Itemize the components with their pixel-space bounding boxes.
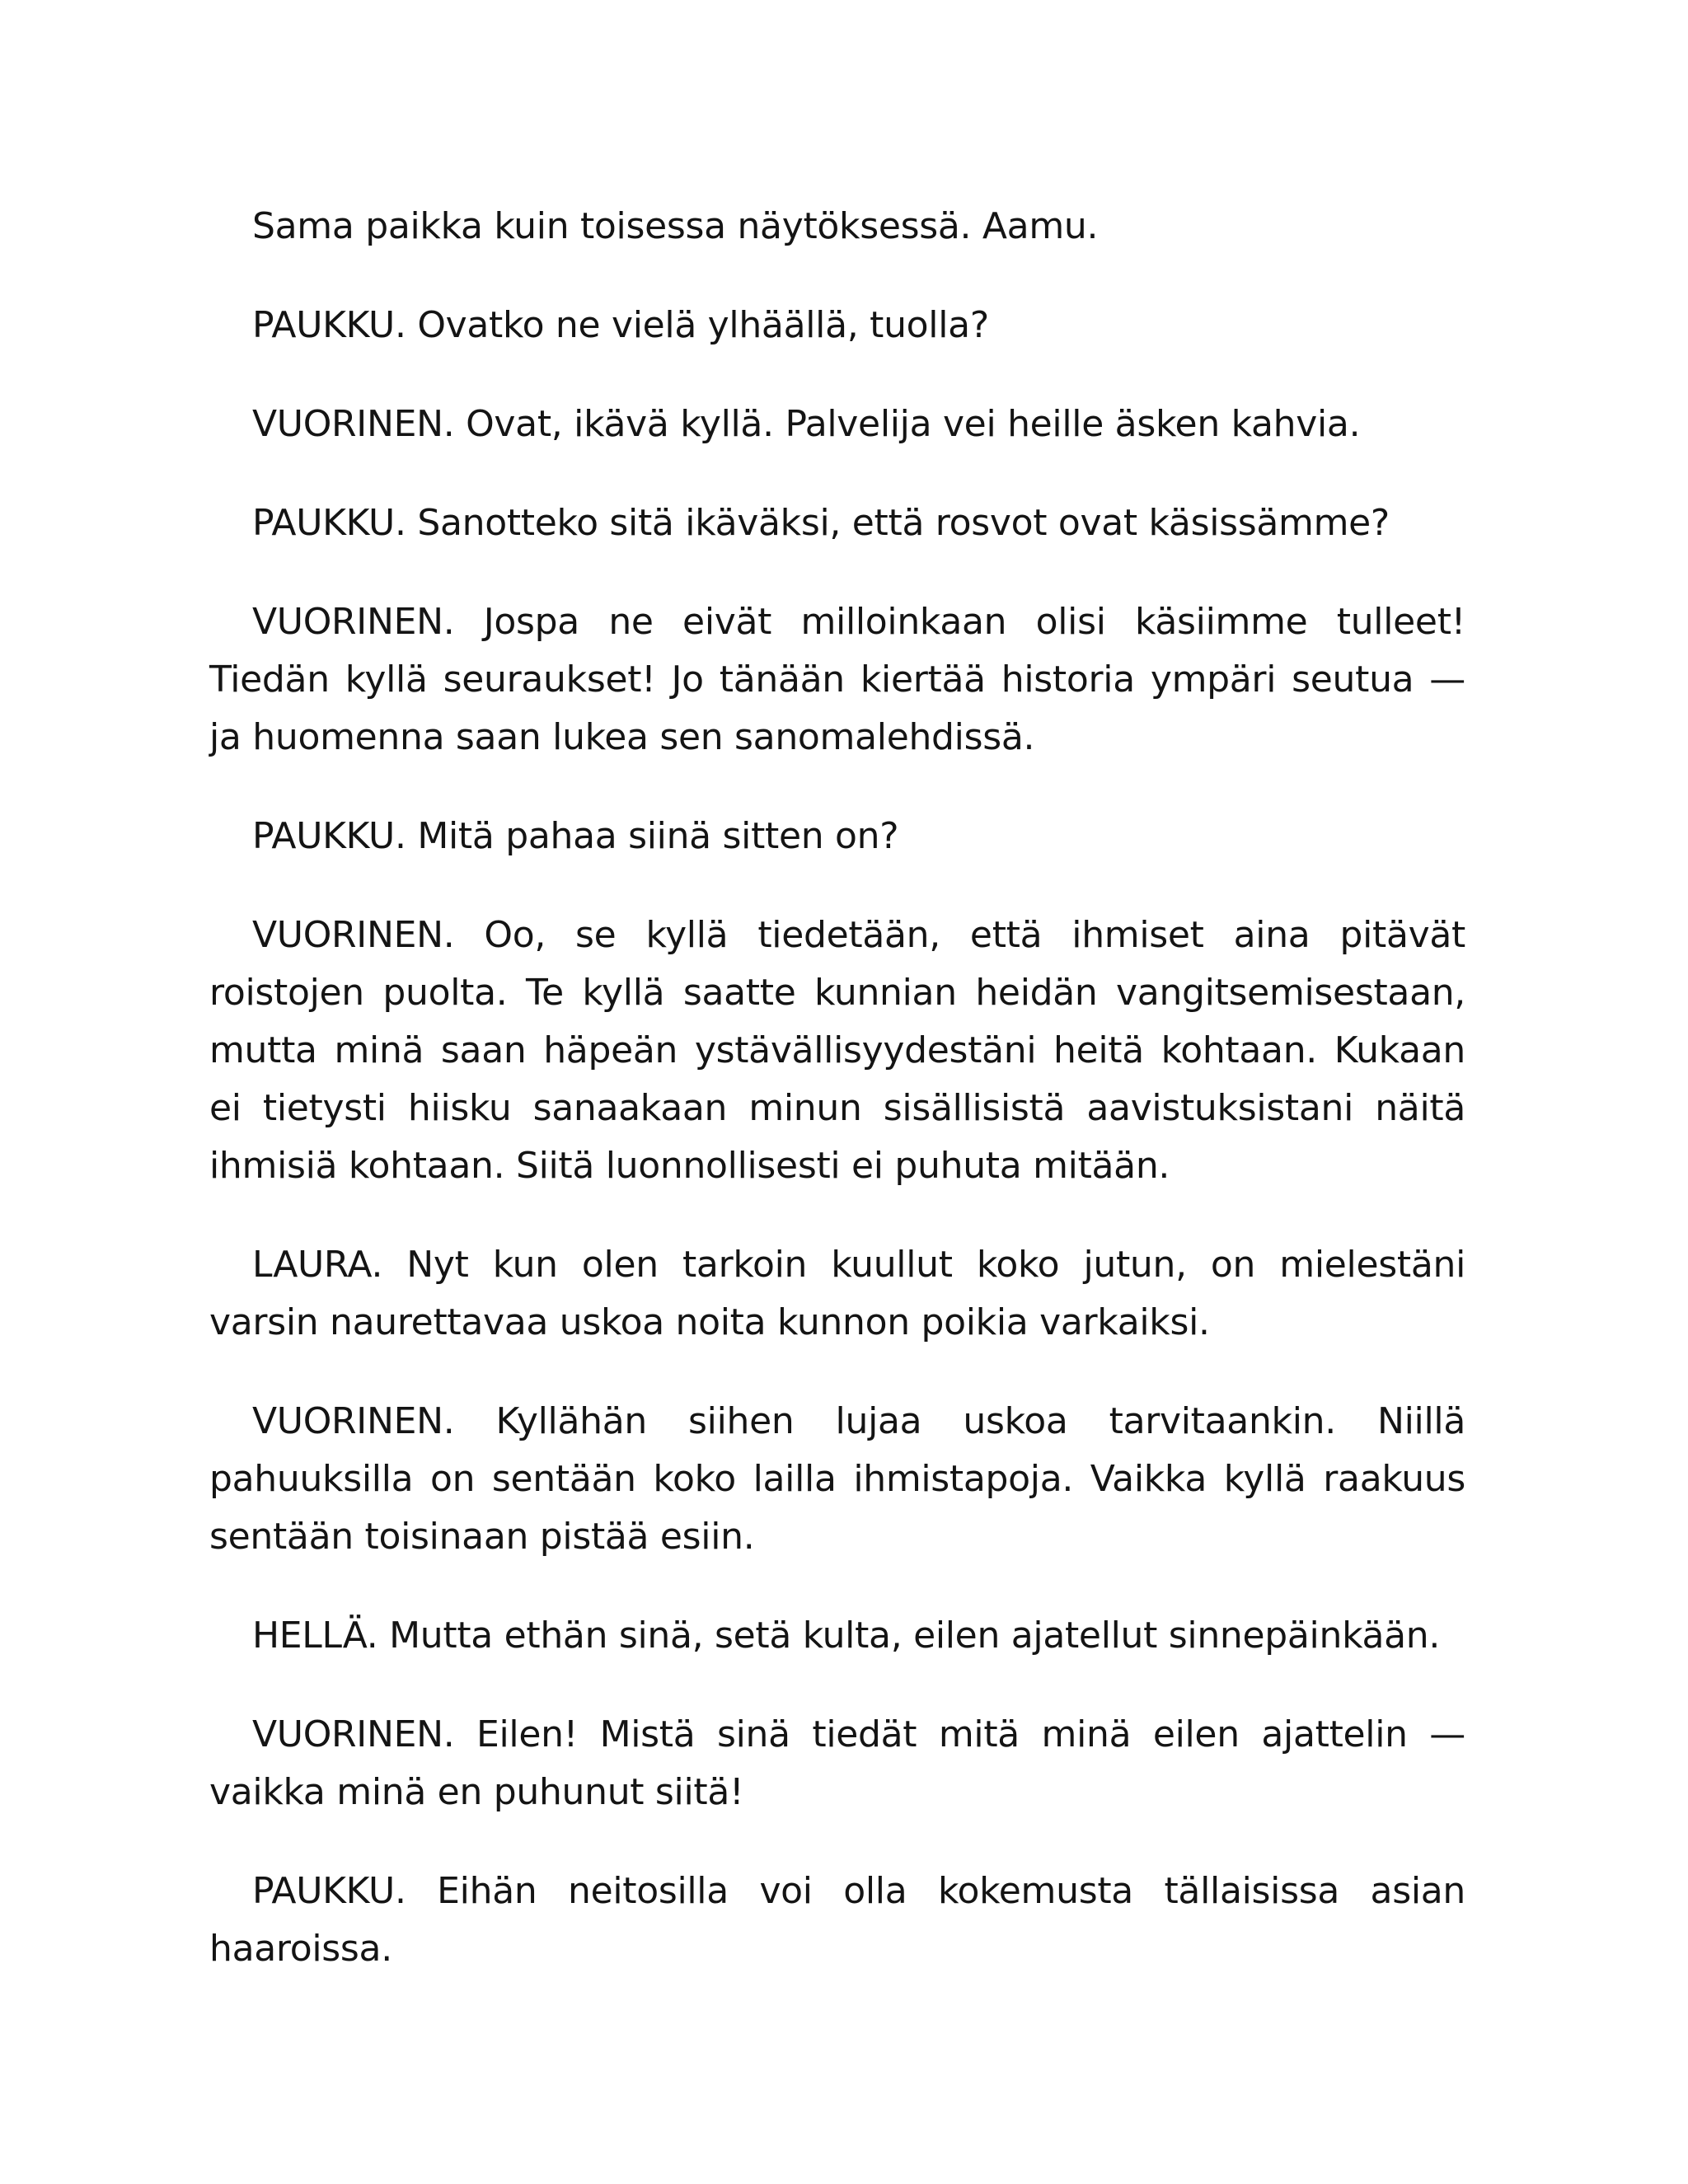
dialogue-paragraph: VUORINEN. Ovat, ikävä kyllä. Palvelija vei heille äsken kahvia. xyxy=(252,403,1361,445)
dialogue-paragraph: PAUKKU. Ovatko ne vielä ylhäällä, tuolla? xyxy=(252,304,989,346)
dialogue-paragraph: PAUKKU. Eihän neitosilla voi olla kokemusta tällaisissa asian haaroissa. xyxy=(209,1870,1465,1970)
dialogue-paragraph: HELLÄ. Mutta ethän sinä, setä kulta, eilen ajatellut sinnepäinkään. xyxy=(252,1615,1441,1657)
dialogue-paragraph: VUORINEN. Jospa ne eivät milloinkaan olisi käsiimme tulleet! Tiedän kyllä seuraukset! Jo tänään kiertää historia ympäri seutua — ja huomenna saan lukea sen sanomalehdissä. xyxy=(209,601,1465,758)
dialogue-paragraph: VUORINEN. Kyllähän siihen lujaa uskoa tarvitaankin. Niillä pahuuksilla on sentään koko lailla ihmistapoja. Vaikka kyllä raakuus sentään toisinaan pistää esiin. xyxy=(209,1400,1465,1558)
dialogue-paragraph: VUORINEN. Oo, se kyllä tiedetään, että ihmiset aina pitävät roistojen puolta. Te kyllä saatte kunnian heidän vangitsemisestaan, mutta minä saan häpeän ystävällisyydestäni heitä kohtaan. Kukaan ei tietysti hiisku sanaakaan minun sisällisistä aavistuksistani näitä ihmisiä kohtaan. Siitä luonnollisesti ei puhuta mitään. xyxy=(209,914,1465,1187)
stage-direction: Sama paikka kuin toisessa näytöksessä. Aamu. xyxy=(252,205,1099,247)
document-page xyxy=(209,198,1465,2019)
dialogue-paragraph: LAURA. Nyt kun olen tarkoin kuullut koko jutun, on mielestäni varsin naurettavaa uskoa noita kunnon poikia varkaiksi. xyxy=(209,1244,1465,1343)
dialogue-paragraph: PAUKKU. Mitä pahaa siinä sitten on? xyxy=(252,815,899,857)
dialogue-paragraph: PAUKKU. Sanotteko sitä ikäväksi, että rosvot ovat käsissämme? xyxy=(252,502,1390,544)
dialogue-paragraph: VUORINEN. Eilen! Mistä sinä tiedät mitä minä eilen ajattelin — vaikka minä en puhunut siitä! xyxy=(209,1713,1465,1813)
